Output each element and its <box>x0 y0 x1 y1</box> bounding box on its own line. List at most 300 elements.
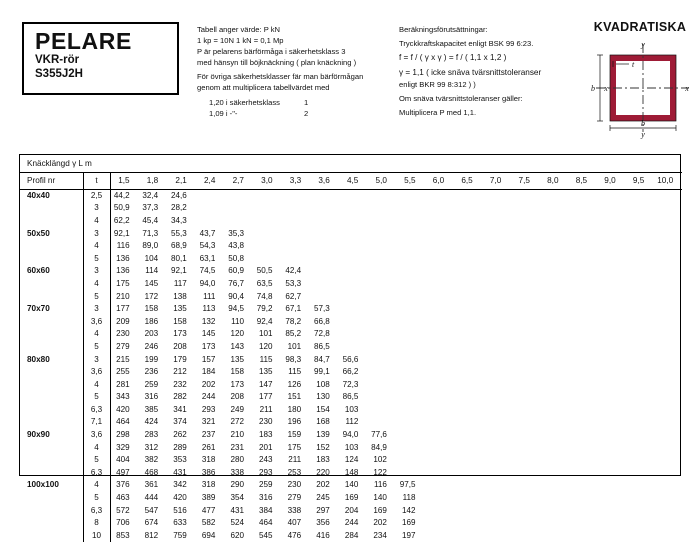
cell-capacity: 620 <box>230 530 244 540</box>
column-header-length: 5,0 <box>367 172 396 189</box>
cell-capacity: 135 <box>173 304 187 314</box>
cell-capacity <box>253 189 282 202</box>
cell-capacity <box>425 202 454 215</box>
cell-capacity <box>568 277 597 290</box>
cell-capacity: 169 <box>373 505 387 515</box>
cell-capacity: 54,3 <box>199 241 216 251</box>
cell-capacity <box>653 466 682 479</box>
cell-capacity: 43,7 <box>199 228 216 238</box>
cell-capacity: 361 <box>144 480 159 490</box>
cell-capacity: 97,5 <box>399 480 416 490</box>
cell-capacity: 143 <box>230 341 244 351</box>
cell-capacity <box>625 428 654 441</box>
column-header-length: 3,0 <box>253 172 282 189</box>
cell-capacity: 74,5 <box>199 266 216 276</box>
cell-capacity: 50,5 <box>256 266 273 276</box>
table-row <box>20 378 682 391</box>
cell-capacity <box>596 416 625 429</box>
cell-capacity <box>510 239 539 252</box>
cell-capacity <box>510 340 539 353</box>
cell-capacity <box>539 529 568 542</box>
cell-capacity: 234 <box>373 530 387 540</box>
cell-thickness: 5 <box>83 453 110 466</box>
table-row <box>20 453 682 466</box>
cell-profile <box>20 441 83 454</box>
cell-capacity: 633 <box>173 518 187 528</box>
cell-capacity: 78,2 <box>285 316 302 326</box>
cell-capacity: 117 <box>173 278 187 288</box>
dim-label-b-bottom: b <box>641 119 645 128</box>
cell-capacity: 37,3 <box>142 203 159 213</box>
cell-capacity <box>425 340 454 353</box>
cell-capacity <box>596 290 625 303</box>
note-line: För övriga säkerhetsklasser fär man bärförmågan <box>197 72 364 82</box>
cell-capacity <box>425 353 454 366</box>
cell-capacity <box>453 265 482 278</box>
cell-capacity <box>568 340 597 353</box>
cell-capacity <box>425 214 454 227</box>
cell-capacity: 237 <box>201 430 216 440</box>
table-row <box>20 466 682 479</box>
cell-capacity: 80,1 <box>171 253 187 263</box>
cell-capacity: 72,3 <box>342 379 359 389</box>
cell-capacity: 98,3 <box>285 354 302 364</box>
cell-capacity: 329 <box>116 442 130 452</box>
cell-capacity: 220 <box>316 467 330 477</box>
cell-thickness: 5 <box>83 252 110 265</box>
cell-capacity <box>568 328 597 341</box>
cell-capacity <box>653 391 682 404</box>
cell-capacity: 101 <box>259 329 273 339</box>
cell-capacity: 120 <box>259 341 273 351</box>
cell-capacity: 572 <box>116 505 130 515</box>
cell-capacity <box>367 365 396 378</box>
cell-capacity: 180 <box>287 404 302 414</box>
cell-capacity: 236 <box>144 367 159 377</box>
cell-profile: 90x90 <box>20 428 83 441</box>
cell-capacity <box>568 391 597 404</box>
cell-capacity <box>653 403 682 416</box>
cell-capacity: 208 <box>230 392 244 402</box>
cell-capacity <box>625 378 654 391</box>
cell-capacity: 245 <box>316 493 330 503</box>
page-title: PELARE <box>35 28 132 54</box>
cell-capacity <box>453 340 482 353</box>
cell-capacity: 157 <box>201 354 216 364</box>
cell-capacity <box>510 428 539 441</box>
cell-capacity <box>367 403 396 416</box>
cell-thickness: 4 <box>83 277 110 290</box>
cell-profile: 60x60 <box>20 265 83 278</box>
safety-class-value: 1,20 i säkerhetsklass <box>209 97 280 107</box>
cell-capacity <box>282 214 311 227</box>
cell-capacity <box>539 189 568 202</box>
cell-capacity: 374 <box>173 417 187 427</box>
cell-capacity <box>482 416 511 429</box>
cell-capacity <box>510 365 539 378</box>
cell-capacity: 298 <box>116 430 130 440</box>
column-header-length: 10,0 <box>653 172 682 189</box>
cell-capacity <box>510 202 539 215</box>
cell-profile <box>20 328 83 341</box>
cell-capacity: 210 <box>116 291 130 301</box>
cell-capacity: 53,3 <box>285 278 302 288</box>
capacity-standard-line: Tryckkraftskapacitet enligt BSK 99 6:23. <box>399 39 534 49</box>
cell-capacity <box>367 328 396 341</box>
cell-capacity <box>568 252 597 265</box>
cell-capacity: 183 <box>259 430 273 440</box>
cell-thickness: 6,3 <box>83 403 110 416</box>
cell-thickness: 3,6 <box>83 365 110 378</box>
cell-capacity <box>653 214 682 227</box>
dim-label-t: t <box>632 60 635 69</box>
cell-capacity <box>510 290 539 303</box>
cell-capacity <box>510 516 539 529</box>
cell-capacity <box>282 227 311 240</box>
cell-capacity <box>653 378 682 391</box>
cell-capacity <box>653 239 682 252</box>
table-row <box>20 302 682 315</box>
cell-capacity <box>425 391 454 404</box>
table-row <box>20 227 682 240</box>
cell-profile <box>20 340 83 353</box>
cell-capacity <box>625 416 654 429</box>
cell-capacity <box>539 428 568 441</box>
cell-capacity <box>596 365 625 378</box>
title-subline-2: S355J2H <box>35 67 83 80</box>
cell-capacity <box>396 202 425 215</box>
cell-capacity <box>482 491 511 504</box>
cell-capacity: 316 <box>259 493 273 503</box>
cell-capacity: 280 <box>230 455 244 465</box>
cell-capacity <box>425 403 454 416</box>
cell-capacity: 103 <box>344 404 359 414</box>
cell-capacity <box>425 479 454 492</box>
cell-capacity: 416 <box>316 530 330 540</box>
cell-capacity: 45,4 <box>142 215 159 225</box>
cell-thickness: 3,6 <box>83 315 110 328</box>
cell-capacity <box>453 466 482 479</box>
multiply-line: Multiplicera P med 1,1. <box>399 108 477 118</box>
cell-capacity <box>539 227 568 240</box>
cell-capacity <box>539 239 568 252</box>
cell-thickness: 6,3 <box>83 504 110 517</box>
cell-capacity <box>653 479 682 492</box>
cell-capacity <box>510 252 539 265</box>
cell-capacity <box>425 441 454 454</box>
cell-capacity <box>653 491 682 504</box>
cell-capacity <box>568 504 597 517</box>
cell-capacity <box>224 202 253 215</box>
cell-capacity: 261 <box>201 442 216 452</box>
cell-capacity <box>396 265 425 278</box>
cell-capacity: 293 <box>201 404 216 414</box>
table-head <box>20 155 682 189</box>
formula-gamma-m: γ = 1,1 ( icke snäva tvärsnittstoleranser <box>399 68 542 78</box>
cell-capacity <box>568 214 597 227</box>
cell-capacity: 354 <box>230 493 244 503</box>
cell-capacity: 279 <box>116 341 130 351</box>
cell-capacity <box>568 302 597 315</box>
cell-capacity <box>596 315 625 328</box>
cell-capacity: 158 <box>173 316 187 326</box>
table-row <box>20 239 682 252</box>
cell-capacity <box>510 529 539 542</box>
cell-capacity: 154 <box>316 404 330 414</box>
cell-capacity: 281 <box>116 379 130 389</box>
cell-capacity <box>453 290 482 303</box>
cell-capacity: 116 <box>374 480 387 490</box>
cell-capacity: 420 <box>116 404 130 414</box>
cell-capacity <box>367 189 396 202</box>
cell-profile <box>20 504 83 517</box>
cell-capacity <box>510 441 539 454</box>
formula-gamma-m-cont: enligt BKR 99 8:312 ) ) <box>399 80 476 90</box>
cell-capacity: 253 <box>287 467 302 477</box>
cell-capacity: 84,9 <box>371 442 387 452</box>
cell-capacity: 290 <box>230 480 244 490</box>
cell-profile <box>20 202 83 215</box>
cell-capacity <box>653 353 682 366</box>
cell-profile <box>20 453 83 466</box>
cell-capacity: 94,0 <box>199 278 216 288</box>
cell-capacity <box>625 516 654 529</box>
cell-capacity: 92,4 <box>256 316 273 326</box>
cell-capacity <box>596 239 625 252</box>
cell-capacity: 202 <box>373 518 387 528</box>
cell-capacity <box>510 391 539 404</box>
cell-capacity: 57,3 <box>313 304 330 314</box>
cell-capacity: 158 <box>230 367 244 377</box>
table-span-header-row <box>20 155 682 172</box>
cell-capacity <box>396 340 425 353</box>
cell-capacity: 582 <box>201 518 216 528</box>
cell-capacity <box>396 441 425 454</box>
cell-capacity <box>625 391 654 404</box>
formula-fyd: f = f / ( γ x γ ) = f / ( 1,1 x 1,2 ) <box>399 53 507 63</box>
cell-capacity <box>367 227 396 240</box>
cell-capacity <box>510 265 539 278</box>
cell-capacity <box>425 428 454 441</box>
cell-capacity: 199 <box>144 354 159 364</box>
capacity-table-wrapper <box>19 154 681 540</box>
cell-capacity: 284 <box>344 530 359 540</box>
cell-profile <box>20 365 83 378</box>
cell-capacity <box>625 340 654 353</box>
tight-tolerance-line: Om snäva tvärsnittstoleranser gäller: <box>399 94 523 104</box>
cell-capacity <box>539 328 568 341</box>
cell-capacity <box>568 265 597 278</box>
cell-capacity: 420 <box>173 493 187 503</box>
cell-capacity: 173 <box>201 341 216 351</box>
cell-capacity <box>339 265 368 278</box>
assumptions-heading: Beräkningsförutsättningar: <box>399 25 488 34</box>
cell-capacity <box>453 227 482 240</box>
cell-capacity <box>253 252 282 265</box>
table-row <box>20 328 682 341</box>
cell-capacity <box>596 516 625 529</box>
cell-capacity <box>396 391 425 404</box>
cell-capacity: 243 <box>259 455 273 465</box>
cell-capacity <box>510 491 539 504</box>
cell-capacity: 477 <box>201 505 216 515</box>
cell-capacity <box>425 265 454 278</box>
cell-capacity <box>568 416 597 429</box>
cell-capacity: 497 <box>116 467 130 477</box>
cell-capacity <box>653 441 682 454</box>
column-header-length: 7,5 <box>510 172 539 189</box>
cell-profile <box>20 391 83 404</box>
cell-capacity <box>425 189 454 202</box>
cell-capacity: 215 <box>116 354 130 364</box>
cell-capacity <box>510 315 539 328</box>
cell-capacity: 55,3 <box>171 228 187 238</box>
cell-capacity: 230 <box>259 417 273 427</box>
cell-capacity <box>596 441 625 454</box>
cell-capacity <box>625 504 654 517</box>
note-line: genom att multiplicera tabellvärdet med <box>197 83 330 93</box>
cell-capacity: 63,5 <box>256 278 273 288</box>
cell-capacity: 159 <box>287 430 302 440</box>
cell-thickness: 3 <box>83 302 110 315</box>
cell-capacity <box>310 202 339 215</box>
cell-capacity <box>568 491 597 504</box>
cell-capacity: 104 <box>144 253 159 263</box>
cell-capacity <box>339 290 368 303</box>
cell-capacity <box>453 479 482 492</box>
cell-capacity <box>367 302 396 315</box>
cell-capacity: 145 <box>144 278 159 288</box>
cell-thickness: 5 <box>83 340 110 353</box>
cell-capacity: 853 <box>116 530 130 540</box>
cell-capacity <box>482 189 511 202</box>
cell-thickness: 5 <box>83 491 110 504</box>
cell-capacity <box>596 491 625 504</box>
cell-capacity <box>568 453 597 466</box>
cell-capacity: 476 <box>287 530 302 540</box>
table-body <box>20 189 682 542</box>
cell-capacity <box>425 239 454 252</box>
cell-capacity <box>367 214 396 227</box>
capacity-table <box>20 155 682 542</box>
cell-thickness: 4 <box>83 378 110 391</box>
table-row <box>20 315 682 328</box>
table-row <box>20 290 682 303</box>
title-subline-1: VKR-rör <box>35 54 80 66</box>
cell-capacity <box>539 504 568 517</box>
cell-capacity: 262 <box>173 430 187 440</box>
cell-capacity <box>568 441 597 454</box>
cell-capacity: 112 <box>345 417 359 427</box>
cell-capacity: 175 <box>287 442 302 452</box>
cell-capacity: 118 <box>402 493 416 503</box>
cell-capacity <box>482 428 511 441</box>
cell-profile <box>20 252 83 265</box>
square-tube-diagram <box>588 40 692 138</box>
cell-capacity: 120 <box>230 329 244 339</box>
cell-capacity: 674 <box>144 518 159 528</box>
cell-capacity: 92,1 <box>171 266 187 276</box>
table-row <box>20 416 682 429</box>
cell-capacity <box>596 340 625 353</box>
cell-capacity: 101 <box>287 341 302 351</box>
cell-capacity: 259 <box>144 379 159 389</box>
cell-capacity <box>596 189 625 202</box>
cell-capacity <box>653 428 682 441</box>
cell-capacity <box>539 403 568 416</box>
cell-capacity <box>510 214 539 227</box>
cell-capacity: 92,1 <box>113 228 130 238</box>
cell-capacity <box>310 265 339 278</box>
cell-capacity <box>625 479 654 492</box>
cell-capacity: 382 <box>144 455 159 465</box>
cell-thickness: 3 <box>83 265 110 278</box>
column-header-length: 6,5 <box>453 172 482 189</box>
cell-capacity <box>396 403 425 416</box>
cell-capacity: 175 <box>116 278 130 288</box>
cell-capacity: 148 <box>344 467 359 477</box>
cell-capacity: 318 <box>201 480 216 490</box>
cell-capacity <box>482 315 511 328</box>
note-line: P är pelarens bärförmåga i säkerhetsklass 3 <box>197 47 346 57</box>
cell-capacity: 321 <box>201 417 216 427</box>
cell-capacity <box>396 428 425 441</box>
table-row <box>20 491 682 504</box>
cell-capacity: 244 <box>344 518 359 528</box>
cell-capacity <box>539 479 568 492</box>
cell-capacity <box>425 302 454 315</box>
table-row <box>20 391 682 404</box>
cell-profile <box>20 315 83 328</box>
cell-capacity <box>453 416 482 429</box>
cell-capacity <box>196 189 225 202</box>
cell-capacity: 62,2 <box>113 215 130 225</box>
cell-capacity <box>510 277 539 290</box>
cell-capacity: 279 <box>287 493 302 503</box>
cell-capacity <box>510 403 539 416</box>
cell-capacity <box>568 516 597 529</box>
cell-capacity: 76,7 <box>228 278 244 288</box>
cell-capacity <box>625 529 654 542</box>
cell-capacity <box>625 441 654 454</box>
cell-capacity <box>425 453 454 466</box>
cell-profile <box>20 290 83 303</box>
cell-capacity: 111 <box>203 291 216 301</box>
cell-capacity <box>539 214 568 227</box>
cell-thickness: 3 <box>83 353 110 366</box>
cell-capacity <box>653 189 682 202</box>
cell-capacity <box>253 202 282 215</box>
cell-capacity: 60,9 <box>228 266 244 276</box>
cell-capacity <box>625 353 654 366</box>
cell-capacity: 341 <box>173 404 187 414</box>
cell-capacity <box>596 202 625 215</box>
cell-capacity <box>224 189 253 202</box>
cell-capacity <box>367 290 396 303</box>
cell-capacity <box>510 353 539 366</box>
cell-capacity <box>539 277 568 290</box>
notes-right-block <box>399 24 591 118</box>
cell-capacity <box>653 315 682 328</box>
cell-capacity <box>596 277 625 290</box>
cell-capacity: 468 <box>144 467 159 477</box>
cell-capacity <box>510 416 539 429</box>
cell-capacity <box>482 441 511 454</box>
cell-capacity <box>196 202 225 215</box>
cell-capacity <box>510 378 539 391</box>
cell-capacity: 136 <box>116 266 130 276</box>
cell-capacity <box>625 315 654 328</box>
